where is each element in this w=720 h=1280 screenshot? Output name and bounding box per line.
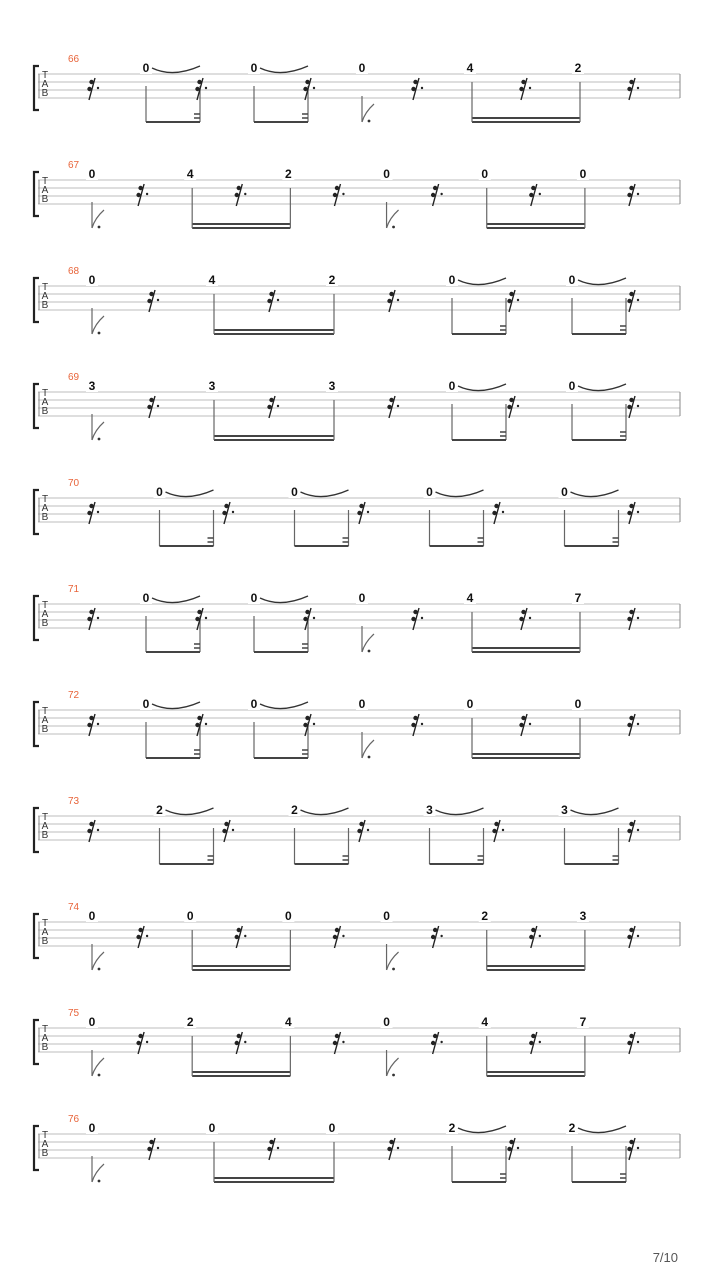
tab-clef-letter: A — [41, 185, 49, 196]
rest-symbol — [267, 396, 279, 418]
tab-clef-letter: T — [41, 282, 49, 293]
tab-clef-letter: A — [41, 609, 49, 620]
tab-note — [572, 61, 584, 122]
tie-arc — [260, 66, 308, 73]
tab-note — [446, 273, 506, 334]
tab-clef-letter: T — [41, 812, 49, 823]
system-bracket — [34, 66, 39, 110]
fret-number: 0 — [358, 591, 366, 605]
fret-number: 0 — [88, 273, 96, 287]
tab-clef-letter: T — [41, 918, 49, 929]
fret-number: 2 — [574, 61, 582, 75]
rest-symbol — [507, 1138, 519, 1160]
system-bracket — [34, 914, 39, 958]
tie-arc — [436, 490, 484, 497]
tab-clef-letter: B — [41, 936, 49, 947]
rest-symbol — [235, 184, 247, 206]
rest-symbol — [431, 926, 443, 948]
rest-symbol — [627, 78, 639, 100]
tab-note — [577, 1015, 589, 1076]
fret-number: 3 — [579, 909, 587, 923]
fret-number: 0 — [250, 697, 258, 711]
fret-number: 2 — [448, 1121, 456, 1135]
rest-symbol — [235, 1032, 247, 1054]
tab-system-76 — [0, 1112, 720, 1218]
staff-svg — [0, 900, 720, 1006]
tab-system-71 — [0, 582, 720, 688]
tab-note — [424, 803, 484, 864]
rest-symbol — [147, 1138, 159, 1160]
fret-number: 4 — [466, 591, 474, 605]
fret-number: 0 — [142, 697, 150, 711]
tie-arc — [571, 490, 619, 497]
tie-arc — [152, 596, 200, 603]
tie-arc — [458, 1126, 506, 1133]
rest-symbol — [627, 820, 639, 842]
tab-clef-letter: T — [41, 1024, 49, 1035]
rest-symbol — [147, 396, 159, 418]
fret-number: 3 — [328, 379, 336, 393]
tab-note — [86, 379, 104, 440]
fret-number: 0 — [328, 1121, 336, 1135]
tab-note — [566, 379, 626, 440]
fret-number: 0 — [574, 697, 582, 711]
tab-clef-letter: T — [41, 388, 49, 399]
tab-note — [381, 167, 399, 228]
tab-clef-letter: T — [41, 176, 49, 187]
tab-note — [572, 697, 584, 758]
tab-note — [356, 697, 374, 758]
staff-svg — [0, 52, 720, 158]
tab-note — [86, 167, 104, 228]
rest-symbol — [627, 502, 639, 524]
tab-system-69 — [0, 370, 720, 476]
staff-svg — [0, 1112, 720, 1218]
rest-symbol — [303, 78, 315, 100]
fret-number: 2 — [568, 1121, 576, 1135]
fret-number: 0 — [88, 1015, 96, 1029]
rest-symbol — [627, 396, 639, 418]
fret-number: 2 — [291, 803, 298, 817]
tab-note — [572, 591, 584, 652]
rest-symbol — [627, 1032, 639, 1054]
tab-note — [140, 697, 200, 758]
rest-symbol — [147, 290, 159, 312]
fret-number: 7 — [579, 1015, 587, 1029]
measure-number: 74 — [68, 902, 80, 913]
fret-number: 0 — [156, 485, 163, 499]
tie-arc — [571, 808, 619, 815]
fret-number: 0 — [208, 1121, 216, 1135]
fret-number: 0 — [383, 167, 390, 181]
rest-symbol — [627, 1138, 639, 1160]
rest-symbol — [627, 714, 639, 736]
tab-note — [479, 909, 491, 970]
tab-clef-letter: T — [41, 494, 49, 505]
system-bracket — [34, 596, 39, 640]
system-bracket — [34, 808, 39, 852]
fret-number: 0 — [579, 167, 587, 181]
tab-note — [154, 485, 214, 546]
fret-number: 0 — [448, 273, 456, 287]
fret-number: 2 — [328, 273, 336, 287]
rest-symbol — [357, 820, 369, 842]
tie-arc — [301, 490, 349, 497]
tab-note — [140, 61, 200, 122]
fret-number: 0 — [358, 697, 366, 711]
tab-clef-letter: A — [41, 927, 49, 938]
page-number: 7/10 — [652, 1250, 678, 1265]
tab-note — [577, 909, 589, 970]
system-bracket — [34, 172, 39, 216]
rest-symbol — [507, 396, 519, 418]
tab-clef-letter: B — [41, 1148, 49, 1159]
fret-number: 0 — [466, 697, 474, 711]
tab-note — [326, 1121, 338, 1182]
tab-note — [446, 1121, 506, 1182]
tab-clef-letter: B — [41, 724, 49, 735]
fret-number: 0 — [568, 379, 576, 393]
rest-symbol — [492, 820, 504, 842]
fret-number: 0 — [250, 591, 258, 605]
tab-clef-letter: T — [41, 706, 49, 717]
tab-clef-letter: A — [41, 79, 49, 90]
fret-number: 0 — [142, 61, 150, 75]
fret-number: 2 — [156, 803, 163, 817]
tie-arc — [458, 278, 506, 285]
tab-note — [140, 591, 200, 652]
tab-system-74 — [0, 900, 720, 1006]
system-bracket — [34, 702, 39, 746]
tab-note — [282, 1015, 294, 1076]
tab-note — [381, 909, 399, 970]
rest-symbol — [333, 1032, 345, 1054]
tab-note — [248, 61, 308, 122]
rest-symbol — [333, 184, 345, 206]
tie-arc — [301, 808, 349, 815]
fret-number: 0 — [88, 909, 96, 923]
rest-symbol — [411, 714, 423, 736]
rest-symbol — [87, 820, 99, 842]
fret-number: 0 — [561, 485, 568, 499]
tab-note — [566, 273, 626, 334]
tab-note — [326, 273, 338, 334]
system-bracket — [34, 1020, 39, 1064]
staff-svg — [0, 1006, 720, 1112]
tab-clef-letter: A — [41, 397, 49, 408]
rest-symbol — [357, 502, 369, 524]
tab-note — [464, 61, 476, 122]
tab-note — [464, 697, 476, 758]
tie-arc — [436, 808, 484, 815]
tab-clef-letter: B — [41, 300, 49, 311]
rest-symbol — [627, 608, 639, 630]
tab-note — [424, 485, 484, 546]
tab-system-67 — [0, 158, 720, 264]
rest-symbol — [87, 608, 99, 630]
tab-clef-letter: B — [41, 618, 49, 629]
tab-note — [464, 591, 476, 652]
rest-symbol — [303, 608, 315, 630]
rest-symbol — [87, 714, 99, 736]
tab-note — [86, 1015, 104, 1076]
fret-number: 3 — [561, 803, 568, 817]
rest-symbol — [136, 184, 148, 206]
tab-note — [479, 1015, 491, 1076]
tab-clef-letter: A — [41, 1033, 49, 1044]
tab-clef-letter: T — [41, 70, 49, 81]
staff-svg — [0, 794, 720, 900]
staff-svg — [0, 264, 720, 370]
tie-arc — [260, 596, 308, 603]
tab-note — [206, 273, 218, 334]
tab-note — [154, 803, 214, 864]
tab-clef-letter: A — [41, 715, 49, 726]
measure-number: 66 — [68, 54, 80, 65]
fret-number: 4 — [481, 1015, 489, 1029]
tab-clef-letter: B — [41, 1042, 49, 1053]
tab-system-68 — [0, 264, 720, 370]
fret-number: 2 — [481, 909, 489, 923]
measure-number: 72 — [68, 690, 80, 701]
rest-symbol — [519, 78, 531, 100]
tie-arc — [578, 1126, 626, 1133]
rest-symbol — [387, 1138, 399, 1160]
tab-note — [86, 273, 104, 334]
tab-clef-letter: B — [41, 830, 49, 841]
tab-clef-letter: A — [41, 1139, 49, 1150]
tab-system-70 — [0, 476, 720, 582]
tab-clef-letter: A — [41, 291, 49, 302]
measure-number: 68 — [68, 266, 80, 277]
tab-note — [577, 167, 589, 228]
fret-number: 0 — [88, 167, 96, 181]
tab-note — [282, 909, 294, 970]
rest-symbol — [529, 926, 541, 948]
fret-number: 3 — [426, 803, 433, 817]
fret-number: 4 — [466, 61, 474, 75]
tie-arc — [166, 808, 214, 815]
system-bracket — [34, 490, 39, 534]
fret-number: 2 — [186, 1015, 194, 1029]
system-bracket — [34, 278, 39, 322]
rest-symbol — [529, 184, 541, 206]
tab-note — [326, 379, 338, 440]
fret-number: 0 — [426, 485, 433, 499]
rest-symbol — [333, 926, 345, 948]
rest-symbol — [431, 184, 443, 206]
tie-arc — [260, 702, 308, 709]
fret-number: 0 — [358, 61, 366, 75]
staff-svg — [0, 476, 720, 582]
rest-symbol — [492, 502, 504, 524]
staff-svg — [0, 688, 720, 794]
rest-symbol — [235, 926, 247, 948]
measure-number: 71 — [68, 584, 80, 595]
fret-number: 3 — [88, 379, 96, 393]
fret-number: 4 — [186, 167, 194, 181]
rest-symbol — [222, 820, 234, 842]
tab-clef-letter: T — [41, 600, 49, 611]
fret-number: 0 — [88, 1121, 96, 1135]
tab-clef-letter: B — [41, 406, 49, 417]
system-bracket — [34, 1126, 39, 1170]
measure-number: 70 — [68, 478, 80, 489]
rest-symbol — [519, 714, 531, 736]
tab-note — [566, 1121, 626, 1182]
fret-number: 0 — [383, 1015, 390, 1029]
tab-clef-letter: B — [41, 512, 49, 523]
tie-arc — [152, 66, 200, 73]
tab-clef-letter: T — [41, 1130, 49, 1141]
fret-number: 4 — [208, 273, 216, 287]
fret-number: 0 — [568, 273, 576, 287]
tab-note — [559, 485, 619, 546]
rest-symbol — [507, 290, 519, 312]
rest-symbol — [529, 1032, 541, 1054]
tab-note — [381, 1015, 399, 1076]
tab-system-66 — [0, 52, 720, 158]
tab-system-72 — [0, 688, 720, 794]
tab-system-73 — [0, 794, 720, 900]
rest-symbol — [627, 290, 639, 312]
rest-symbol — [222, 502, 234, 524]
measure-number: 67 — [68, 160, 80, 171]
fret-number: 2 — [285, 167, 292, 181]
rest-symbol — [303, 714, 315, 736]
tab-note — [559, 803, 619, 864]
tab-note — [289, 803, 349, 864]
measure-number: 73 — [68, 796, 80, 807]
tab-note — [282, 167, 294, 228]
tab-clef-letter: B — [41, 194, 49, 205]
tie-arc — [152, 702, 200, 709]
rest-symbol — [87, 78, 99, 100]
tie-arc — [578, 278, 626, 285]
rest-symbol — [87, 502, 99, 524]
fret-number: 0 — [448, 379, 456, 393]
rest-symbol — [411, 608, 423, 630]
staff-svg — [0, 370, 720, 476]
tab-note — [184, 1015, 196, 1076]
fret-number: 0 — [250, 61, 258, 75]
tab-note — [86, 1121, 104, 1182]
tab-note — [479, 167, 491, 228]
tab-note — [248, 591, 308, 652]
rest-symbol — [411, 78, 423, 100]
tab-note — [86, 909, 104, 970]
tab-note — [248, 697, 308, 758]
rest-symbol — [195, 714, 207, 736]
fret-number: 0 — [383, 909, 390, 923]
rest-symbol — [195, 78, 207, 100]
rest-symbol — [387, 290, 399, 312]
tab-clef-letter: A — [41, 503, 49, 514]
rest-symbol — [387, 396, 399, 418]
fret-number: 0 — [481, 167, 489, 181]
tab-system-75 — [0, 1006, 720, 1112]
rest-symbol — [136, 926, 148, 948]
tab-note — [446, 379, 506, 440]
fret-number: 0 — [285, 909, 292, 923]
fret-number: 0 — [291, 485, 298, 499]
rest-symbol — [267, 1138, 279, 1160]
tab-note — [356, 591, 374, 652]
tab-note — [356, 61, 374, 122]
rest-symbol — [195, 608, 207, 630]
rest-symbol — [431, 1032, 443, 1054]
measure-number: 76 — [68, 1114, 80, 1125]
fret-number: 0 — [186, 909, 194, 923]
tab-clef-letter: B — [41, 88, 49, 99]
fret-number: 3 — [208, 379, 216, 393]
measure-number: 75 — [68, 1008, 80, 1019]
rest-symbol — [136, 1032, 148, 1054]
tab-clef-letter: A — [41, 821, 49, 832]
system-bracket — [34, 384, 39, 428]
tab-note — [184, 909, 196, 970]
tab-note — [206, 1121, 218, 1182]
staff-svg — [0, 158, 720, 264]
staff-svg — [0, 582, 720, 688]
tie-arc — [166, 490, 214, 497]
measure-number: 69 — [68, 372, 80, 383]
rest-symbol — [519, 608, 531, 630]
tie-arc — [458, 384, 506, 391]
rest-symbol — [267, 290, 279, 312]
fret-number: 7 — [574, 591, 582, 605]
rest-symbol — [627, 184, 639, 206]
fret-number: 0 — [142, 591, 150, 605]
tab-note — [289, 485, 349, 546]
tab-note — [184, 167, 196, 228]
rest-symbol — [627, 926, 639, 948]
tie-arc — [578, 384, 626, 391]
tab-note — [206, 379, 218, 440]
fret-number: 4 — [285, 1015, 292, 1029]
